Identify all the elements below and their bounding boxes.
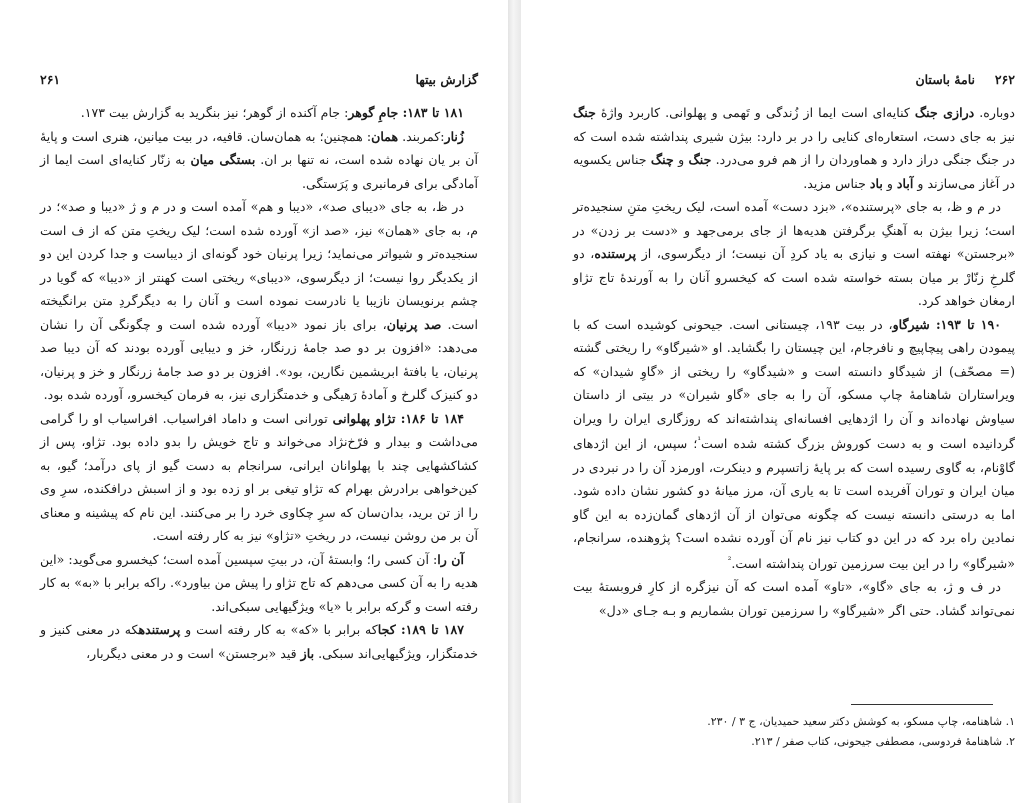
bold-term: پرستنده	[138, 622, 181, 637]
bold-term: شیرگاو	[892, 316, 930, 332]
bold-term: ۱۸۴ تا ۱۸۶:	[395, 410, 464, 426]
text-run: که در معنی کنیز و خدمتگزار، ویژگیهایی‌اند سبکی.	[40, 622, 478, 661]
left-paragraph	[40, 618, 478, 665]
left-page-number: ۲۶۱	[40, 72, 61, 87]
right-page-body	[573, 101, 1015, 622]
bold-term: چنگ	[650, 152, 674, 167]
left-page-header	[40, 72, 478, 94]
bold-term: آن را	[437, 551, 464, 567]
bold-term: همان	[371, 128, 399, 144]
text-run: و	[882, 175, 897, 191]
bold-term: درازی جنگ	[914, 105, 975, 120]
bold-term: صد پرنیان	[386, 316, 442, 332]
text-run: : جام آکنده از گوهر؛ نیز بنگرید به گزارش بیت ۱۷۳.	[80, 105, 349, 120]
bold-term: جامِ گوهر	[348, 105, 399, 120]
text-run: دوباره.	[974, 105, 1015, 120]
left-paragraph	[40, 125, 478, 196]
bold-term: کجا	[377, 622, 396, 637]
left-page	[0, 0, 508, 803]
bold-term: ۱۸۷ تا ۱۸۹:	[395, 622, 464, 637]
text-run: تورانی است و داماد افراسیاب. افراسیاب او را گرامی می‌داشت و بیدار و فرّخ‌نژاد می‌خواند و تاج خویش را بدو داده بود. تژاو، پس از کشاکشهایی چند با پهلوانان ایرانی، سرانجام به دست گیو از پای درآمد؛ گیو، به کین‌خواهی برادرش بهرام که تژاو تیغی بر او زده بود و از اسبش درافکنده، سرِ وی را از تن برید، بدان‌سان که سرِ چکاوی خرد را بر می‌کنند. این نام که پیشینه و معنای آن بر من روشن نیست، در ریختِ «تژاو» نیز به کار رفته است.	[40, 410, 478, 543]
text-run: : آن کسی را؛ وابستهٔ آن، در بیتِ سپسین آمده است؛ کیخسرو می‌گوید: «این هدیه را به آن کسی می‌دهم که تاج تژاو را پیش من بیاورد». راکه برابر با «به» به کار رفته است و گرکه برابر با «یا» ویژگیهایی سبکی‌اند.	[40, 551, 478, 614]
text-run: : همچنین؛ به همان‌سان. قافیه، در بیت میانین، هنری است و پایهٔ آن بر یان نهاده شده است، نه تنها بر ان.	[40, 128, 478, 167]
text-run: جناس مزید.	[803, 175, 870, 191]
left-paragraph	[40, 548, 478, 619]
text-run: کنایه‌ای است ایما از زُندگی و تَهمی و پهلوانی. کاربرد واژهٔ	[595, 105, 915, 120]
bold-term: آباد	[896, 175, 914, 191]
text-run: به زنّار کنایه‌ای است ایما از آمادگی برای فرمانبری و پَرَستگی.	[40, 152, 478, 191]
text-run: ، در بیت ۱۹۳، چیستانی است. جیحونی کوشیده است که با پیمودن راهی پیچاپیچ و نافرجام، این چیستان را بگشاید. او «شیرگاو» را ریختی گشته (= مصحّف) از شیدگاو دانسته است و «شیدگاو» را ریختی از «گاوِ شیدان» که ویراستاران شاهنامهٔ چاپ مسکو، آن را به جای «گاو شیران» در بیتی از داستان سیاوش نهاده‌اند و آن را اژدهایی افسانه‌ای پنداشته‌اند که روزگاری ایران را ویران گردانیده است و به دست کوروش بزرگ کشته شده است	[573, 316, 1015, 452]
footnotes	[573, 712, 1015, 752]
right-page	[521, 0, 1029, 803]
text-run: که برابر با «که» به کار رفته است و	[180, 622, 378, 637]
right-paragraph	[573, 313, 1015, 576]
text-run: :کمربند.	[398, 128, 445, 144]
left-paragraph	[40, 407, 478, 548]
left-paragraph	[40, 195, 478, 407]
right-page-header	[573, 72, 1015, 94]
bold-term: پرستنده	[594, 246, 637, 261]
bold-term: تژاو پهلوانی	[332, 410, 396, 426]
left-paragraph	[40, 101, 478, 125]
right-page-number: ۲۶۲	[994, 72, 1015, 87]
bold-term: ۱۹۰ تا ۱۹۳:	[929, 316, 1001, 332]
text-run: در ظ، به جای «دیبای صد»، «دیبا و هم» آمده است و در م و ژ «دیبا و صد»؛ در م، به جای «همان» نیز، «صد از» آورده شده است؛ لیک ریختِ متن که از ف است سنجیده‌تر و شیواتر می‌نماید؛ زیرا پرنیان خود گونه‌ای از دیباست و جدا کردن این دو از یکدیگر روا نیست؛ از دیگرسوی، «دیبای» ریختی است کهنتر از «دیبا» که گویا در چشم برنویسان نازیبا یا نادرست نموده است و آنان را به دیگرگردِ متن برانگیخته است.	[40, 199, 478, 332]
left-page-body	[40, 101, 478, 665]
text-run: ؛ سپس، از این اژدهای گاوْنام، به گاوی رسیده است که بر پایهٔ زاتسپرم و دینکرت، اورمزد آن را در نبردی در میان ایران و توران آفریده است تا به یاری آن، مرز میانهٔ دو کشور نشان داده شود. اما به درستی دانسته نیست که چگونه می‌توان از آن اژدهای گمان‌زده به این گاو نمادین راه برد که در این دو کتاب نیز نام آن آورده نشده است؟ پژوهنده، سرانجام، «شیرگاو» را در این بیت سرزمین توران پنداشته است.	[573, 436, 1015, 571]
footnote-1: ۱. شاهنامه، چاپ مسکو، به کوشش دکتر سعید حمیدیان، ج ۳ / ۲۳۰.	[707, 715, 1015, 728]
footnote-2: ۲. شاهنامهٔ فردوسی، مصطفی جیحونی، کتاب صفر / ۲۱۳.	[751, 735, 1015, 748]
text-run: و	[673, 152, 689, 167]
footnote-divider	[851, 704, 993, 705]
text-run: ، دو گلرخِ زنّارْ بر میان بسته خواسته شده است که کیخسرو آنان را به آورندهٔ تاج تژاو ارمغان خواهد کرد.	[573, 246, 1015, 308]
footnote-ref: ²	[727, 555, 732, 566]
text-run: در ف و ژ، به جای «گاو»، «تاو» آمده است که آن نیزگره از کارِ فروبستهٔ بیت نمی‌تواند گشاد. حتی اگر «شیرگاو» را سرزمین توران بشماریم و بـه جـای «دل»	[573, 579, 1015, 618]
left-running-title: گزارش بیتها	[415, 72, 478, 87]
bold-term: بستگی میان	[190, 152, 256, 167]
right-paragraph	[573, 575, 1015, 622]
text-run: قید «برجستن» است و در معنی دیگربار،	[86, 645, 301, 661]
text-run: جناس یکسویه در آغاز می‌سازند و	[573, 152, 1015, 191]
right-paragraph	[573, 101, 1015, 195]
footnote-ref: ¹	[697, 436, 701, 446]
bold-term: جنگ	[573, 105, 596, 120]
text-run: نیز به جای دست، استعاره‌ای کنایی را در بر دارد: بیژن شیری پنداشته شده است که در جنگ جنگی دراز دارد و هماوردان را از هم فرو می‌درد.	[573, 128, 1016, 167]
bold-term: جنگ	[688, 152, 712, 167]
text-run: ، برای باز نمود «دیبا» آورده شده است و چگونگی آن را نشان می‌دهد: «افزون بر دو صد جامهٔ زرنگار، خز و دیبایی آورده بودند که آن دیبا صد پرنیان، یا بافتهٔ ابریشمین نگارین، بود». افزون بر دو صد جامهٔ زرنگار و خز و پرنیان، دو کنیزک گلرخ و آمادهٔ رَهیگی و خدمتگزاری نیز، به فرمان کیخسرو، آورده شده بود.	[40, 316, 478, 402]
bold-term: باد	[869, 175, 883, 191]
text-run: در م و ظ، به جای «پرستنده»، «بزد دست» آمده است، لیک ریختِ متنِ سنجیده‌تر است؛ زیرا بیژن به آهنگِ برگرفتن هدیه‌ها از جای برمی‌جهد و «دست بر زدن» در «برجستن» نهفته است و نیازی به یاد کردِ آن نیست؛ از دیگرسوی، از	[573, 199, 1015, 261]
right-paragraph	[573, 195, 1015, 313]
bold-term: ۱۸۱ تا ۱۸۳:	[398, 105, 464, 120]
book-gutter	[508, 0, 521, 803]
right-running-title: نامهٔ باستان	[915, 72, 975, 87]
bold-term: باز	[300, 645, 315, 661]
bold-term: زُنار	[444, 128, 465, 144]
